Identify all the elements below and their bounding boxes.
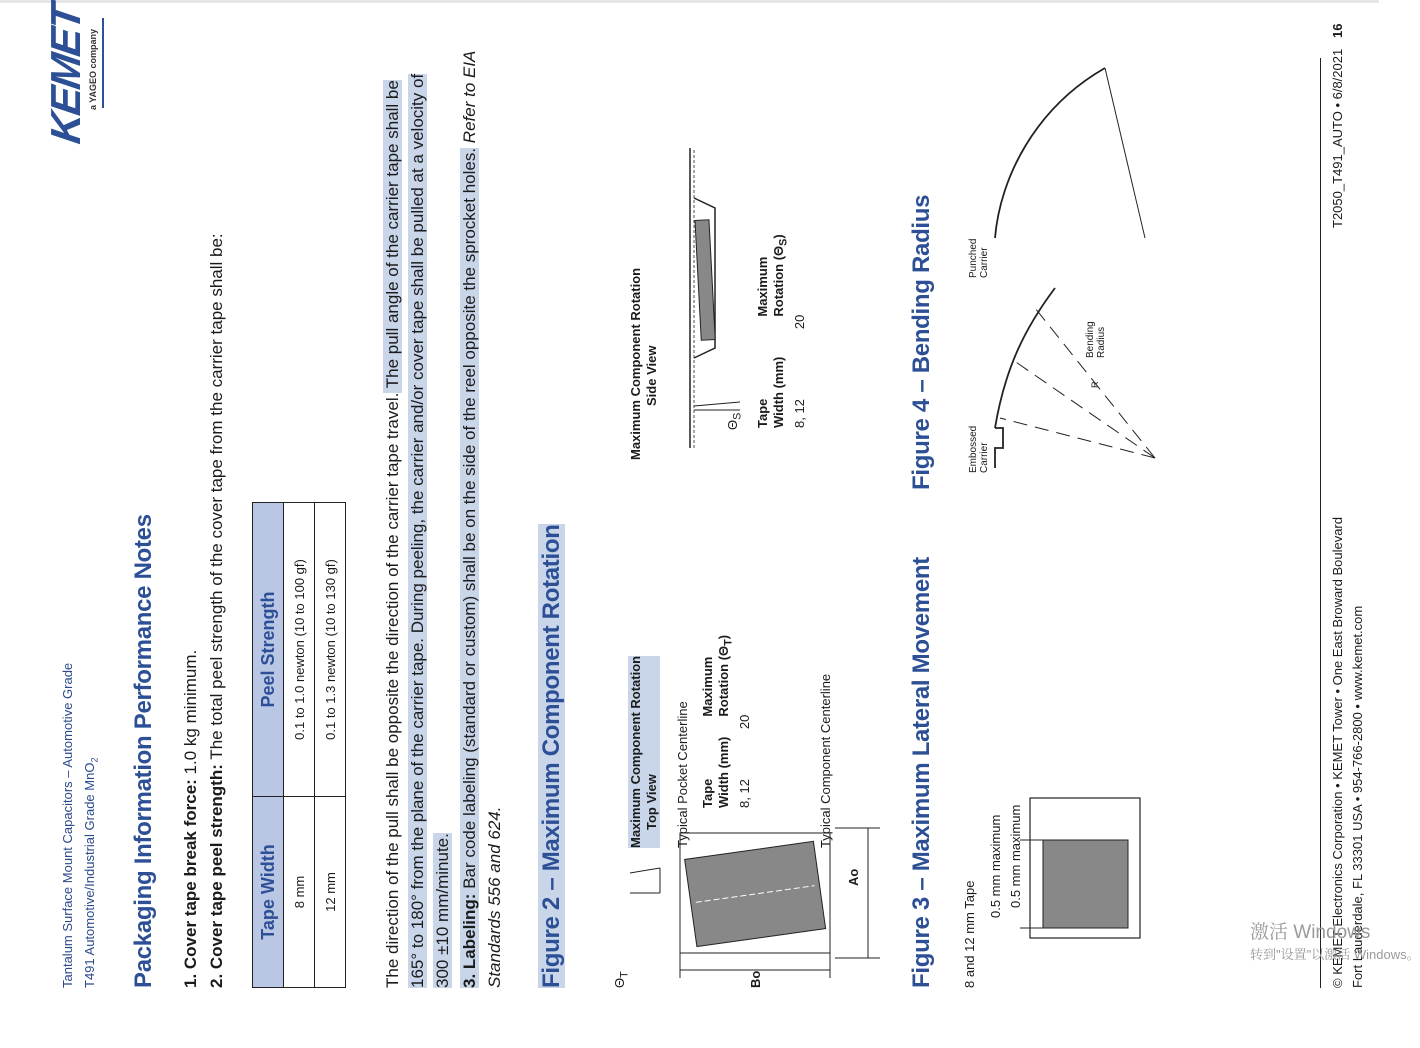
table-row — [315, 503, 346, 988]
figure4-title: Figure 4 – Bending Radius — [908, 194, 935, 490]
punched-carrier-label: Punched Carrier — [968, 238, 990, 278]
figure2-top-rotation-table: Tape Width (mm) Maximum Rotation $(\Theta_T)$ 8, 12 20 — [700, 634, 752, 808]
figure2-title: Figure 2 – Maximum Component Rotation — [538, 524, 565, 988]
figure3-max1: 0.5 mm maximum — [988, 814, 1003, 918]
figure2-bo-label: Bo — [748, 970, 763, 988]
labeling-line2: Standards 556 and 624. — [485, 806, 504, 988]
pull-paragraph-line3: 300 ±10 mm/minute. — [433, 833, 452, 988]
footer-company: © KEMET Electronics Corporation • KEMET Tower • One East Broward Boulevard — [1330, 517, 1345, 988]
figure2-side-view-title: Maximum Component Rotation Side View — [628, 267, 659, 460]
pocket-centerline-label: Typical Pocket Centerline — [675, 701, 690, 848]
table-cell: 12 mm — [315, 797, 346, 988]
embossed-carrier-label: Embossed Carrier — [968, 425, 990, 473]
figure3-title: Figure 3 – Maximum Lateral Movement — [908, 557, 935, 988]
peel-strength-table — [252, 502, 346, 988]
activation-watermark-sub: 转到"设置"以激活 Windows。 — [1250, 947, 1420, 962]
figure3-diagram — [1015, 748, 1145, 948]
activation-watermark: 激活 Windows — [1250, 922, 1371, 943]
series-line: T491 Automotive/Industrial Grade MnO$_2$ — [82, 757, 100, 988]
kemet-logo: KEMET a YAGEO company — [42, 2, 98, 147]
footer-rule — [1320, 58, 1321, 988]
table-header: Peel Strength — [253, 503, 284, 797]
figure3-tape-label: 8 and 12 mm Tape — [962, 880, 977, 988]
header-rule — [102, 18, 104, 108]
figure2-theta-t: $\Theta_T$ — [612, 971, 631, 988]
product-line: Tantalum Surface Mount Capacitors – Automotive Grade — [60, 662, 75, 988]
figure3-max2: 0.5 mm maximum — [1008, 804, 1023, 908]
figure2-top-view-title: Maximum Component Rotation Top View — [628, 655, 659, 848]
table-cell: 0.1 to 1.0 newton (10 to 100 gf) — [284, 503, 315, 797]
footer-address: Fort Lauderdale, FL 33301 USA • 954-766-2800 • www.kemet.com — [1350, 605, 1365, 988]
figure2-side-view-diagram — [680, 138, 750, 458]
table-cell: 0.1 to 1.3 newton (10 to 130 gf) — [315, 503, 346, 797]
radius-r-label: R — [1090, 381, 1100, 388]
section-title: Packaging Information Performance Notes — [130, 514, 157, 988]
figure2-theta-s: $\Theta_S$ — [725, 412, 744, 430]
table-row — [284, 503, 315, 988]
figure2-side-rotation-table: Tape Width (mm) Maximum Rotation $(\Theta_S)$ 8, 12 20 — [755, 234, 807, 428]
footer-doc-id: T2050_T491_AUTO • 6/8/2021 — [1330, 48, 1345, 228]
labeling-line1: 3. Labeling: Bar code labeling (standard or custom) shall be on the side of the reel opposite the sprocket holes. Refer to EIA — [460, 50, 479, 988]
pull-paragraph-line2: 165° to 180° from the plane of the carrier tape. During peeling, the carrier and/or cover tape shall be pulled at a velocity of — [408, 73, 427, 988]
pull-paragraph-line1: The direction of the pull shall be opposite the direction of the carrier tape travel. The pull angle of the carrier tape shall be — [383, 80, 402, 988]
note-break-force: 1. Cover tape break force: 1.0 kg minimum. — [181, 649, 200, 988]
note-peel-strength: 2. Cover tape peel strength: The total peel strength of the cover tape from the carrier tape shall be: — [207, 233, 226, 988]
table-header: Tape Width — [253, 797, 284, 988]
component-centerline-label: Typical Component Centerline — [818, 673, 833, 848]
page-number: 16 — [1330, 23, 1345, 38]
figure2-ao-label: Ao — [846, 868, 861, 886]
table-cell: 8 mm — [284, 797, 315, 988]
bending-radius-label: Bending Radius — [1085, 321, 1107, 358]
